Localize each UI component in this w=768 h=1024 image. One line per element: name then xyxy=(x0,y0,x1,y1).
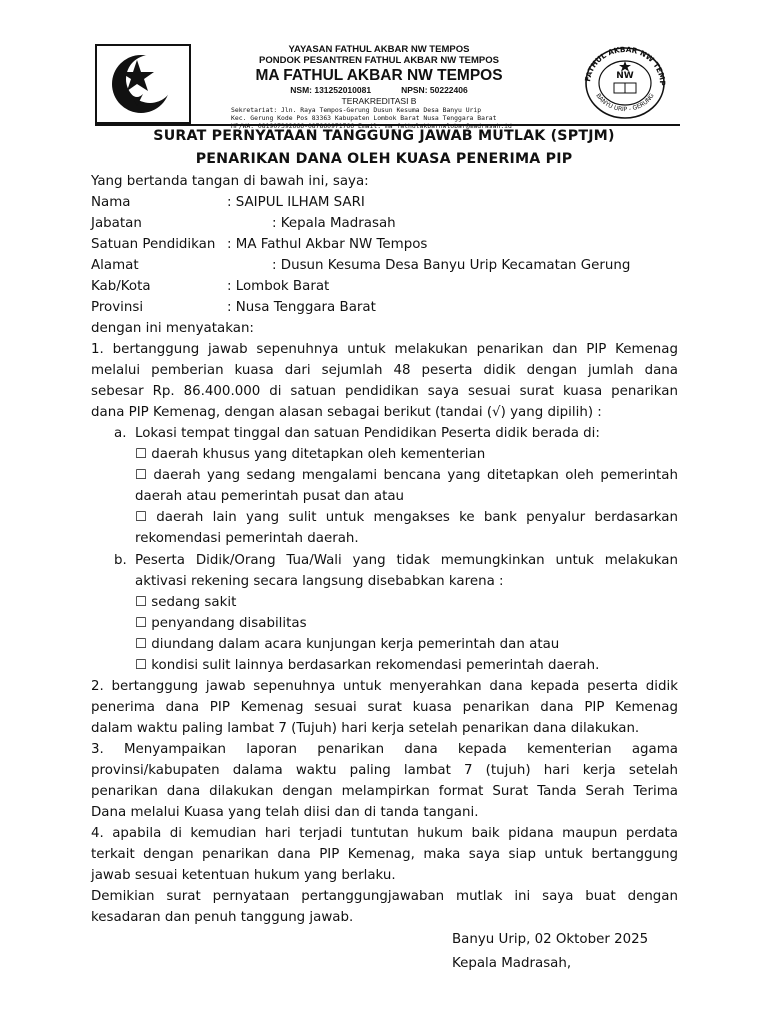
identity-label: Satuan Pendidikan xyxy=(91,237,216,252)
reason-b-marker: b. xyxy=(114,553,127,568)
svg-text:NW: NW xyxy=(616,71,634,81)
identity-label: Nama xyxy=(91,195,131,210)
reason-b xyxy=(114,551,678,571)
identity-value: : MA Fathul Akbar NW Tempos xyxy=(227,237,428,252)
identity-label: Alamat xyxy=(91,258,139,273)
point-3-line: provinsi/kabupaten dalama waktu paling lambat 7 (tujuh) hari kerja setelah xyxy=(91,763,678,778)
foundation-name: YAYASAN FATHUL AKBAR NW TEMPOS xyxy=(288,44,470,55)
identity-value: : Dusun Kesuma Desa Banyu Urip Kecamatan Gerung xyxy=(272,258,631,273)
point-2-line: dalam waktu paling lambat 7 (Tujuh) hari kerja setelah penarikan dana dilakukan. xyxy=(91,721,640,736)
document-title: SURAT PERNYATAAN TANGGUNG JAWAB MUTLAK (SPTJM) xyxy=(153,128,615,144)
checkbox-option: ☐ kondisi sulit lainnya berdasarkan rekomendasi pemerintah daerah. xyxy=(135,658,600,673)
checkbox-option-cont: rekomendasi pemerintah daerah. xyxy=(135,531,359,546)
point-1-line: melalui pemberian kuasa dari sejumlah 48 peserta didik dengan jumlah dana xyxy=(91,363,678,378)
school-name: MA FATHUL AKBAR NW TEMPOS xyxy=(255,67,503,84)
identity-label: Provinsi xyxy=(91,300,144,315)
point-4-line: 4. apabila di kemudian hari terjadi tuntutan hukum baik pidana maupun perdata xyxy=(91,826,678,841)
point-4-line: terkait dengan penarikan dana PIP Kemenag, maka saya siap untuk bertanggung xyxy=(91,847,678,862)
school-seal xyxy=(570,44,680,120)
nsm-number: NSM: 131252010081 xyxy=(290,85,372,95)
point-4-line: jawab sesuai ketentuan hukum yang berlaku. xyxy=(91,868,396,883)
identity-label: Jabatan xyxy=(91,216,142,231)
point-1-line: sebesar Rp. 86.400.000 di satuan pendidikan saya sesuai surat kuasa penarikan xyxy=(91,384,678,399)
closing-line: kesadaran dan penuh tanggung jawab. xyxy=(91,910,354,925)
signatory-position: Kepala Madrasah, xyxy=(452,956,572,971)
identity-value: : Kepala Madrasah xyxy=(272,216,396,231)
identity-value: : SAIPUL ILHAM SARI xyxy=(227,195,365,210)
place-date: Banyu Urip, 02 Oktober 2025 xyxy=(452,932,649,947)
identity-value: : Nusa Tenggara Barat xyxy=(227,300,376,315)
closing-line: Demikian surat pernyataan pertanggungjawaban mutlak ini saya buat dengan xyxy=(91,889,678,904)
declare-text: dengan ini menyatakan: xyxy=(91,321,254,336)
checkbox-option: ☐ penyandang disabilitas xyxy=(135,616,307,631)
document-subtitle: PENARIKAN DANA OLEH KUASA PENERIMA PIP xyxy=(195,151,573,167)
letterhead-divider xyxy=(95,124,680,126)
reason-a-marker: a. xyxy=(114,426,127,441)
checkbox-option: ☐ daerah lain yang sulit untuk mengakses ke bank penyalur berdasarkan xyxy=(135,510,678,525)
point-1-line: 1. bertanggung jawab sepenuhnya untuk melakukan penarikan dan PIP Kemenag xyxy=(91,342,678,357)
identity-label: Kab/Kota xyxy=(91,279,151,294)
accreditation: TERAKREDITASI B xyxy=(341,96,417,106)
nw-logo xyxy=(95,44,191,124)
point-3-line: 3. Menyampaikan laporan penarikan dana kepada kementerian agama xyxy=(91,742,678,757)
reason-a-text: Lokasi tempat tinggal dan satuan Pendidikan Peserta didik berada di: xyxy=(135,426,600,441)
point-2-line: penerima dana PIP Kemenag sesuai surat kuasa penarikan dana PIP Kemenag xyxy=(91,700,678,715)
checkbox-option: ☐ diundang dalam acara kunjungan kerja pemerintah dan atau xyxy=(135,637,560,652)
address-line-2: Kec. Gerung Kode Pos 83363 Kabupaten Lombok Barat Nusa Tenggara Barat xyxy=(231,114,497,122)
letterhead-text xyxy=(195,44,563,130)
checkbox-option-cont: daerah atau pemerintah pusat dan atau xyxy=(135,489,405,504)
point-3-line: penarikan dana dilakukan dengan melampirkan format Surat Tanda Serah Terima xyxy=(91,784,678,799)
npsn-number: NPSN: 50222406 xyxy=(401,85,468,95)
identity-value: : Lombok Barat xyxy=(227,279,330,294)
reason-b-text-cont: aktivasi rekening secara langsung disebabkan karena : xyxy=(135,574,504,589)
checkbox-option: ☐ daerah yang sedang mengalami bencana yang ditetapkan oleh pemerintah xyxy=(135,468,678,483)
point-1-line: dana PIP Kemenag, dengan alasan sebagai berikut (tandai (√) yang dipilih) : xyxy=(91,405,602,420)
svg-text:BANYU URIP - GERUNG: BANYU URIP - GERUNG xyxy=(594,92,656,114)
contact-line: HP/WA: 081907392666-087860971766 Email: ma_fathulakbarnwlobar@madrasah.id xyxy=(231,122,512,130)
address-line-1: Sekretariat: Jln. Raya Tempos-Gerung Dusun Kesuma Desa Banyu Urip xyxy=(231,106,482,114)
reason-b-text: Peserta Didik/Orang Tua/Wali yang tidak memungkinkan untuk melakukan xyxy=(135,553,678,568)
point-3-line: Dana melalui Kuasa yang telah diisi dan di tanda tangani. xyxy=(91,805,479,820)
svg-text:MA FATHUL AKBAR NW TEMPOS: FATHUL AKBAR NW TEMP xyxy=(583,44,668,86)
checkbox-option: ☐ daerah khusus yang ditetapkan oleh kementerian xyxy=(135,447,486,462)
intro-text: Yang bertanda tangan di bawah ini, saya: xyxy=(91,174,369,189)
pesantren-name: PONDOK PESANTREN FATHUL AKBAR NW TEMPOS xyxy=(259,55,499,66)
point-2-line: 2. bertanggung jawab sepenuhnya untuk menyerahkan dana kepada peserta didik xyxy=(91,679,678,694)
checkbox-option: ☐ sedang sakit xyxy=(135,595,237,610)
